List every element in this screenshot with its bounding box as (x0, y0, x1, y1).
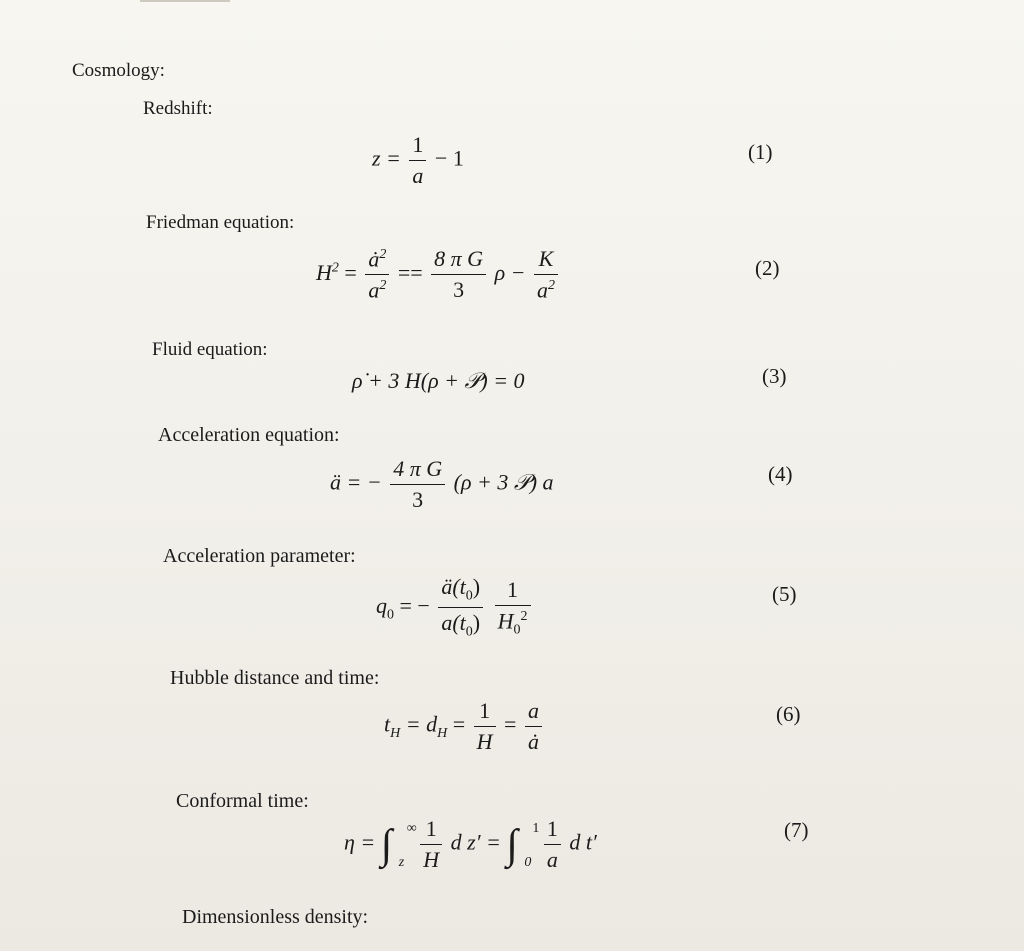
eq5-lhs-sub: 0 (387, 607, 394, 623)
eq2-lhs-sup: 2 (331, 260, 339, 276)
eq1-lhs: z = (372, 145, 401, 171)
eq6-frac2 (525, 700, 542, 753)
eq7-num2: 1 (544, 818, 561, 845)
equation-number-6: (6) (776, 702, 801, 726)
equation-number-7: (7) (784, 818, 809, 842)
eq2-eq: = (344, 259, 357, 285)
eq4-tail: (ρ + 3 𝒫) a (453, 469, 554, 495)
label-dimensionless-density: Dimensionless density: (182, 906, 369, 928)
eq4-num: 4 π G (390, 458, 445, 485)
eq2-den2: 3 (453, 277, 465, 303)
eq6-t: t (384, 711, 391, 737)
eq1-den: a (412, 163, 424, 188)
int2-lower: 0 (524, 854, 532, 870)
eq4-lhs: ä = − (330, 469, 382, 495)
equation-hubble (384, 700, 545, 753)
eq6-den2: ȧ (527, 729, 539, 754)
equation-acceleration (330, 458, 554, 511)
equation-friedman (316, 248, 561, 302)
eq2-num2: 8 π G (431, 248, 486, 275)
label-redshift: Redshift: (143, 98, 213, 119)
eq6-t-sub: H (390, 725, 401, 741)
eq2-num1-sup: 2 (379, 247, 387, 262)
label-fluid: Fluid equation: (152, 339, 268, 360)
heading-cosmology: Cosmology: (72, 60, 165, 81)
eq7-tail: d t′ (569, 829, 597, 855)
eq7-den1: H (423, 847, 440, 872)
eq1-num: 1 (409, 134, 426, 161)
equation-acceleration-parameter (376, 576, 534, 640)
eq2-frac3 (534, 248, 558, 301)
eq6-eq2: = (452, 711, 466, 737)
eq6-frac1 (474, 700, 496, 753)
eq5-den1: a(t (441, 610, 466, 636)
equation-redshift (372, 134, 464, 187)
eq5-num2: 1 (495, 579, 531, 606)
eq7-lhs: η = (344, 829, 376, 855)
eq2-frac2 (431, 248, 486, 301)
eq6-d: = d (405, 711, 438, 737)
eq5-lhs (376, 592, 394, 623)
eq5-den2-sup: 2 (520, 608, 528, 624)
equation-number-2: (2) (755, 256, 780, 280)
eq1-tail: − 1 (434, 145, 464, 171)
eq2-num1: ȧ (368, 246, 380, 272)
eq5-lhs-q: q (376, 592, 387, 618)
eq2-lhs (316, 260, 339, 285)
label-conformal-time: Conformal time: (176, 790, 309, 812)
eq7-frac2 (544, 818, 561, 871)
eq2-den1-sup: 2 (379, 278, 387, 294)
int2-upper: 1 (532, 820, 540, 836)
eq5-num1-end: ) (472, 574, 481, 599)
int1-lower: z (398, 854, 405, 870)
eq1-fraction (409, 134, 426, 187)
eq5-num1: ä(t (441, 574, 466, 599)
eq2-den1: a (368, 277, 380, 303)
equation-conformal-time (344, 818, 597, 871)
eq7-num1: 1 (420, 818, 442, 845)
eq5-num1-sub: 0 (465, 588, 473, 604)
eq2-eq2: == (397, 259, 423, 285)
eq5-frac1 (438, 576, 483, 640)
equation-number-5: (5) (772, 582, 797, 606)
eq5-frac2 (495, 576, 531, 638)
top-rule (140, 0, 230, 2)
eq2-den3-sup: 2 (547, 278, 555, 294)
equation-number-3: (3) (762, 364, 787, 388)
eq7-den2: a (546, 847, 558, 872)
eq2-mid: ρ − (494, 259, 526, 285)
eq6-eq3: = (504, 711, 517, 737)
label-acceleration-parameter: Acceleration parameter: (163, 545, 356, 567)
eq2-den3: a (536, 277, 548, 303)
integral-2: ∫ 1 0 (506, 820, 540, 870)
equation-number-1: (1) (748, 140, 773, 164)
eq2-num3: K (534, 248, 558, 275)
eq5-eq: = − (399, 592, 430, 618)
eq5-den1-end: ) (472, 610, 481, 636)
eq6-d-sub: H (437, 725, 448, 741)
eq4-fraction (390, 458, 445, 511)
eq7-mid: d z′ = (450, 829, 501, 855)
integral-1: ∫ ∞ z (380, 820, 417, 870)
eq6-den1: H (476, 729, 493, 754)
eq2-lhs-h: H (316, 259, 332, 285)
eq7-frac1 (420, 818, 442, 871)
equation-fluid: ρ̇ + 3 H(ρ + 𝒫) = 0 (352, 368, 525, 393)
eq5-den2-sub: 0 (513, 622, 521, 638)
label-friedman: Friedman equation: (146, 212, 295, 233)
label-acceleration: Acceleration equation: (158, 424, 340, 446)
eq6-num2: a (525, 700, 542, 727)
equation-number-4: (4) (768, 462, 793, 486)
eq5-den1-sub: 0 (465, 624, 473, 640)
eq6-num1: 1 (474, 700, 496, 727)
eq2-frac1 (365, 248, 389, 302)
eq4-den: 3 (412, 487, 424, 512)
int1-upper: ∞ (406, 820, 417, 836)
label-hubble: Hubble distance and time: (170, 667, 380, 689)
eq5-den2: H (497, 607, 514, 633)
